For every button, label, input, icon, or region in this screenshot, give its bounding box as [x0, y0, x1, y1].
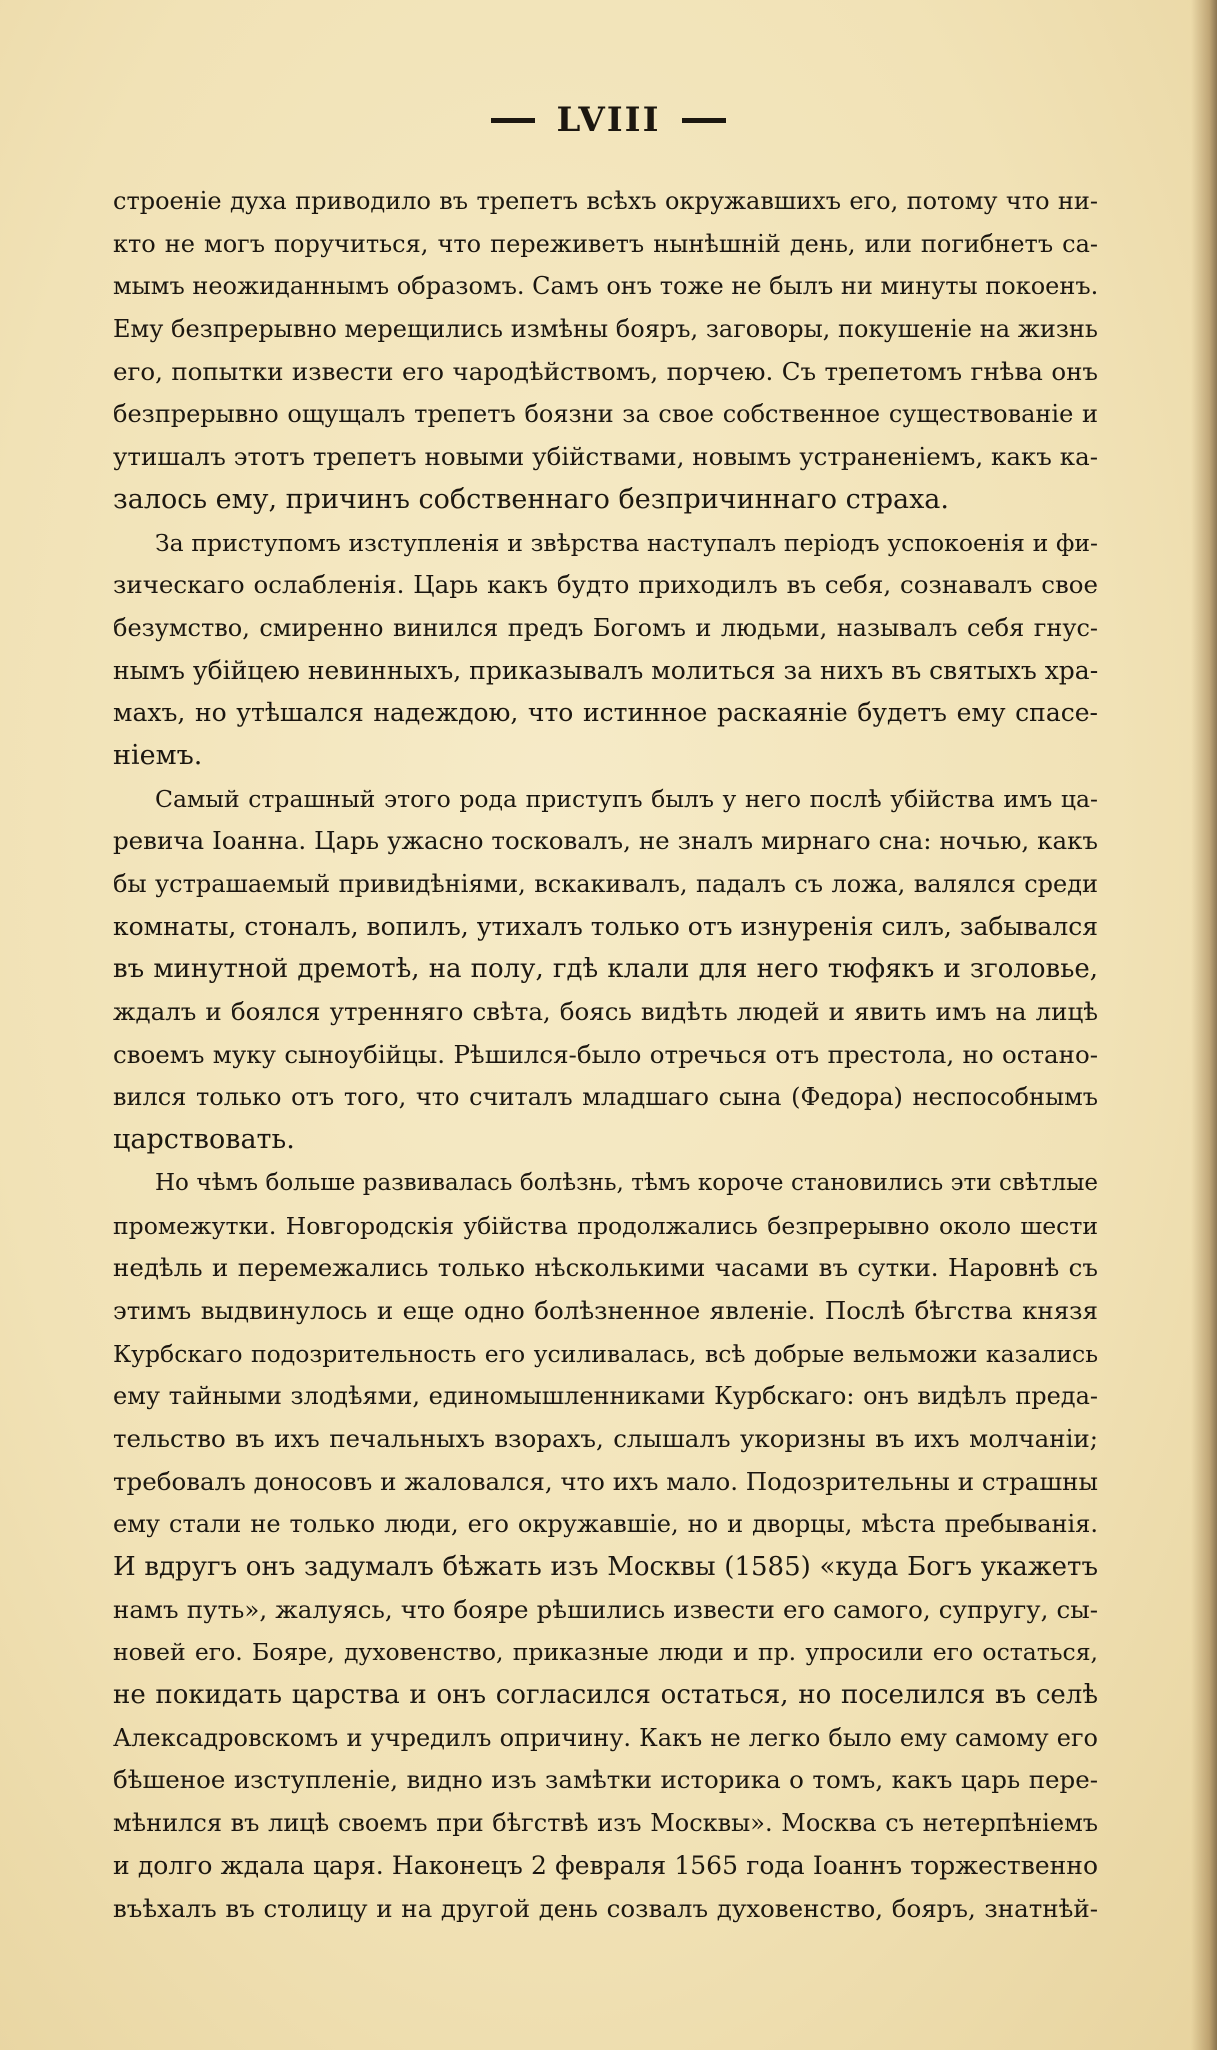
text-line: За приступомъ изступленія и звѣрства наступалъ періодъ успокоенія и фи-	[155, 528, 1098, 557]
text-line: вился только отъ того, что считалъ младшаго сына (Федора) неспособнымъ	[113, 1083, 1098, 1112]
text-line: не покидать царства и онъ согласился остаться, но поселился въ селѣ	[113, 1680, 1098, 1711]
text-line: ему стали не только люди, его окружавшіе, но и дворцы, мѣста пребыванія.	[113, 1510, 1098, 1539]
text-line: кто не могъ поручиться, что переживетъ нынѣшній день, или погибнетъ са-	[113, 229, 1098, 258]
text-line: промежутки. Новгородскія убійства продолжались безпрерывно около шести	[113, 1211, 1098, 1240]
text-line: безумство, смиренно винился предъ Богомъ и людьми, называлъ себя гнус-	[113, 613, 1098, 642]
text-line: Курбскаго подозрительность его усиливалась, всѣ добрые вельможи казались	[113, 1339, 1098, 1368]
text-line: тельство въ ихъ печальныхъ взорахъ, слышалъ укоризны въ ихъ молчаніи;	[113, 1423, 1098, 1453]
text-line: намъ путь», жалуясь, что бояре рѣшились извести его самого, супругу, сы-	[113, 1594, 1098, 1624]
body-text	[113, 180, 1098, 1930]
text-line: этимъ выдвинулось и еще одно болѣзненное явленіе. Послѣ бѣгства князя	[113, 1295, 1098, 1325]
text-line: Алексадровскомъ и учредилъ опричину. Какъ не легко было ему самому его	[113, 1723, 1098, 1752]
text-line: въ минутной дремотѣ, на полу, гдѣ клали для него тюфякъ и зголовье,	[113, 954, 1098, 985]
text-line: его, попытки извести его чародѣйствомъ, порчею. Съ трепетомъ гнѣва онъ	[113, 356, 1098, 386]
text-line: ему тайными злодѣями, единомышленниками Курбскаго: онъ видѣлъ преда-	[113, 1382, 1098, 1411]
text-line: Самый страшный этого рода приступъ былъ у него послѣ убійства имъ ца-	[155, 784, 1098, 813]
text-line: нымъ убійцею невинныхъ, приказывалъ молиться за нихъ въ святыхъ хра-	[113, 655, 1098, 685]
text-line: требовалъ доносовъ и жаловался, что ихъ мало. Подозрительны и страшны	[113, 1466, 1098, 1496]
text-line: махъ, но утѣшался надеждою, что истинное раскаяніе будетъ ему спасе-	[113, 698, 1098, 728]
text-line: строеніе духа приводило въ трепетъ всѣхъ окружавшихъ его, потому что ни-	[113, 187, 1098, 215]
text-line: бы устрашаемый привидѣніями, вскакивалъ, падалъ съ ложа, валялся среди	[113, 870, 1098, 898]
text-line: комнаты, стоналъ, вопилъ, утихалъ только отъ изнуренія силъ, забывался	[113, 911, 1098, 941]
text-line: въѣхалъ въ столицу и на другой день созвалъ духовенство, бояръ, знатнѣй-	[113, 1893, 1098, 1923]
text-line: Ему безпрерывно мерещились измѣны бояръ, заговоры, покушеніе на жизнь	[113, 315, 1098, 344]
text-line: мымъ неожиданнымъ образомъ. Самъ онъ тоже не былъ ни минуты покоенъ.	[113, 272, 1098, 301]
text-line: бѣшеное изступленіе, видно изъ замѣтки историка о томъ, какъ царь пере-	[113, 1765, 1098, 1795]
text-line: залось ему, причинъ собственнаго безпричиннаго страха.	[113, 483, 949, 515]
header-dash-left	[491, 118, 535, 123]
page-number: LVIII	[556, 100, 661, 140]
page-header	[0, 100, 1217, 140]
text-line: безпрерывно ощущалъ трепетъ боязни за свое собственное существованіе и	[113, 400, 1098, 429]
text-line: Но чѣмъ больше развивалась болѣзнь, тѣмъ короче становились эти свѣтлые	[155, 1169, 1098, 1196]
text-line: ніемъ.	[113, 739, 203, 771]
page-edge-shadow	[1191, 0, 1217, 2050]
text-line: И вдругъ онъ задумалъ бѣжать изъ Москвы (1585) «куда Богъ укажетъ	[113, 1552, 1098, 1582]
text-line: недѣль и перемежались только нѣсколькими часами въ сутки. Наровнѣ съ	[113, 1253, 1098, 1283]
text-line: царствовать.	[113, 1124, 295, 1156]
text-line: ждалъ и боялся утренняго свѣта, боясь видѣть людей и явить имъ на лицѣ	[113, 997, 1098, 1027]
header-dash-right	[682, 118, 726, 123]
text-line: ревича Іоанна. Царь ужасно тосковалъ, не зналъ мирнаго сна: ночью, какъ	[113, 826, 1098, 856]
text-line: мѣнился въ лицѣ своемъ при бѣгствѣ изъ Москвы». Москва съ нетерпѣніемъ	[113, 1809, 1098, 1838]
text-line: утишалъ этотъ трепетъ новыми убійствами, новымъ устраненіемъ, какъ ка-	[113, 442, 1098, 472]
text-line: своемъ муку сыноубійцы. Рѣшился-было отречься отъ престола, но остано-	[113, 1039, 1098, 1069]
text-line: и долго ждала царя. Наконецъ 2 февраля 1565 года Іоаннъ торжественно	[113, 1850, 1098, 1880]
text-line: новей его. Бояре, духовенство, приказные люди и пр. упросили его остаться,	[113, 1638, 1098, 1667]
text-line: зическаго ослабленія. Царь какъ будто приходилъ въ себя, сознавалъ свое	[113, 570, 1098, 600]
